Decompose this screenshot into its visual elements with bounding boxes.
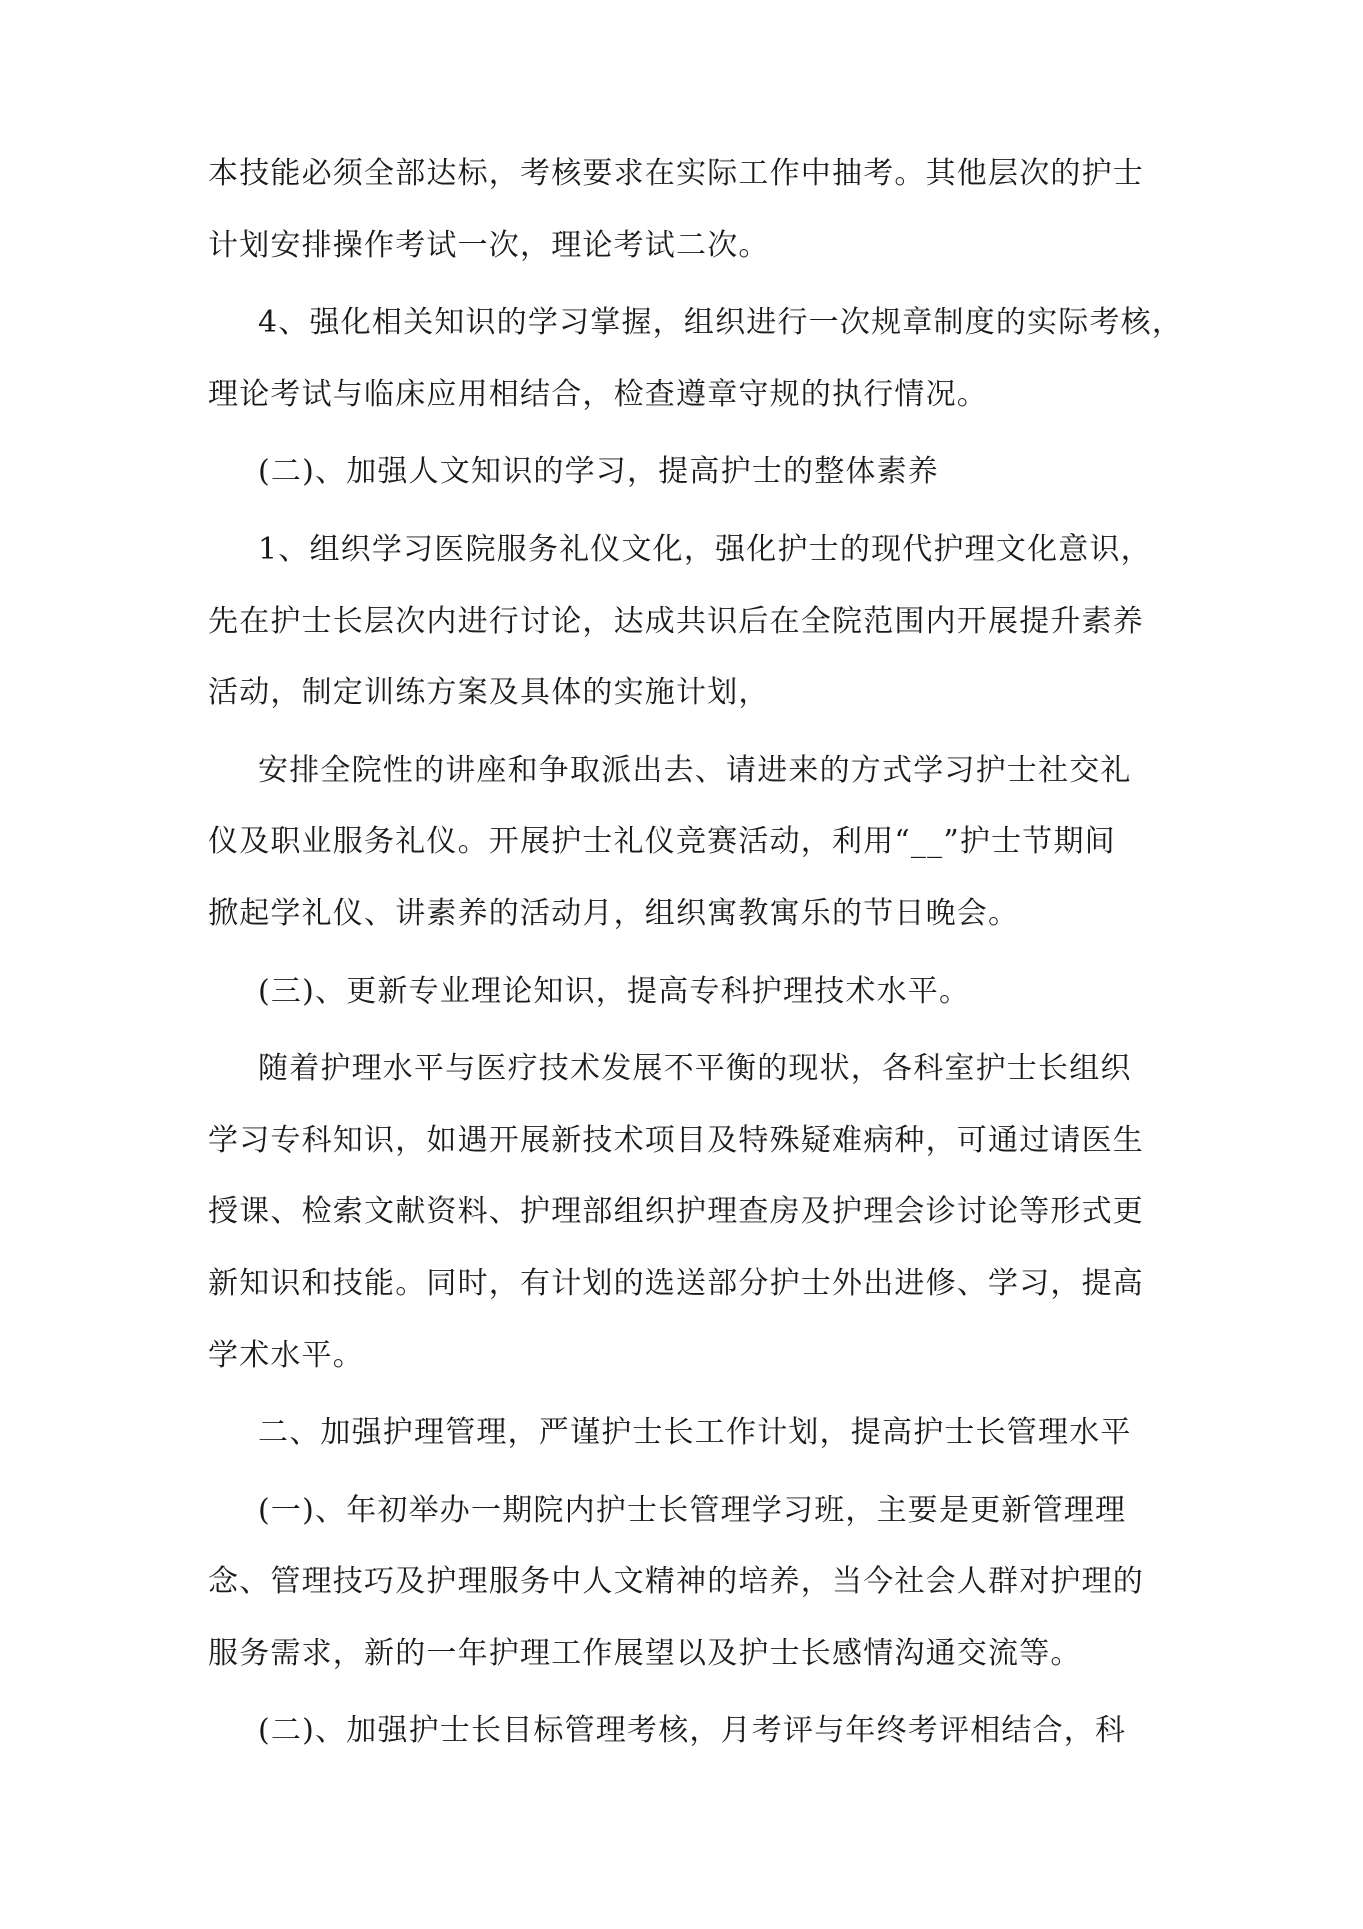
paragraph-sub-2-assessment xyxy=(208,1695,1188,1767)
paragraph-section-2-management xyxy=(208,1397,1188,1469)
text-line: 理论考试与临床应用相结合，检查遵章守规的执行情况。 xyxy=(208,376,988,412)
text-line: 4、强化相关知识的学习掌握，组织进行一次规章制度的实际考核， xyxy=(258,305,1184,341)
text-line: 本技能必须全部达标，考核要求在实际工作中抽考。其他层次的护士 xyxy=(208,156,1144,191)
text-line: 学习专科知识，如遇开展新技术项目及特殊疑难病种，可通过请医生 xyxy=(208,1122,1144,1158)
text-line: 学术水平。 xyxy=(208,1337,364,1373)
text-line: (二)、加强护士长目标管理考核，月考评与年终考评相结合，科 xyxy=(258,1713,1127,1749)
text-line: 仪及职业服务礼仪。开展护士礼仪竞赛活动，利用“__”护士节期间 xyxy=(208,824,1116,860)
paragraph-basic-skills xyxy=(208,138,1188,281)
text-line: 服务需求，新的一年护理工作展望以及护士长感情沟通交流等。 xyxy=(208,1635,1082,1671)
text-line: 安排全院性的讲座和争取派出去、请进来的方式学习护士社交礼 xyxy=(258,752,1132,788)
paragraph-item-4 xyxy=(208,287,1188,430)
text-line: 二、加强护理管理，严谨护士长工作计划，提高护士长管理水平 xyxy=(258,1415,1132,1451)
paragraph-heading-2-humanities xyxy=(208,436,1188,508)
paragraph-sub-1-training xyxy=(208,1475,1188,1690)
text-line: 新知识和技能。同时，有计划的选送部分护士外出进修、学习，提高 xyxy=(208,1265,1144,1301)
text-line: 1、组织学习医院服务礼仪文化，强化护士的现代护理文化意识， xyxy=(258,531,1152,567)
paragraph-professional-body xyxy=(208,1033,1188,1391)
text-line: 活动，制定训练方案及具体的实施计划， xyxy=(208,675,770,711)
text-line: (三)、更新专业理论知识，提高专科护理技术水平。 xyxy=(258,973,971,1009)
paragraph-heading-3-professional xyxy=(208,956,1188,1028)
text-line: 先在护士长层次内进行讨论，达成共识后在全院范围内开展提升素养 xyxy=(208,603,1144,639)
document-body xyxy=(208,138,1188,1767)
text-line: 授课、检索文献资料、护理部组织护理查房及护理会诊讨论等形式更 xyxy=(208,1194,1144,1230)
paragraph-lectures xyxy=(208,735,1188,950)
paragraph-item-1-etiquette xyxy=(208,514,1188,729)
text-line: 计划安排操作考试一次，理论考试二次。 xyxy=(208,227,770,263)
text-line: 掀起学礼仪、讲素养的活动月，组织寓教寓乐的节日晚会。 xyxy=(208,895,1020,931)
text-line: (一)、年初举办一期院内护士长管理学习班，主要是更新管理理 xyxy=(258,1492,1127,1528)
text-line: 念、管理技巧及护理服务中人文精神的培养，当今社会人群对护理的 xyxy=(208,1564,1144,1600)
text-line: (二)、加强人文知识的学习，提高护士的整体素养 xyxy=(258,454,940,490)
text-line: 随着护理水平与医疗技术发展不平衡的现状，各科室护士长组织 xyxy=(258,1051,1132,1087)
